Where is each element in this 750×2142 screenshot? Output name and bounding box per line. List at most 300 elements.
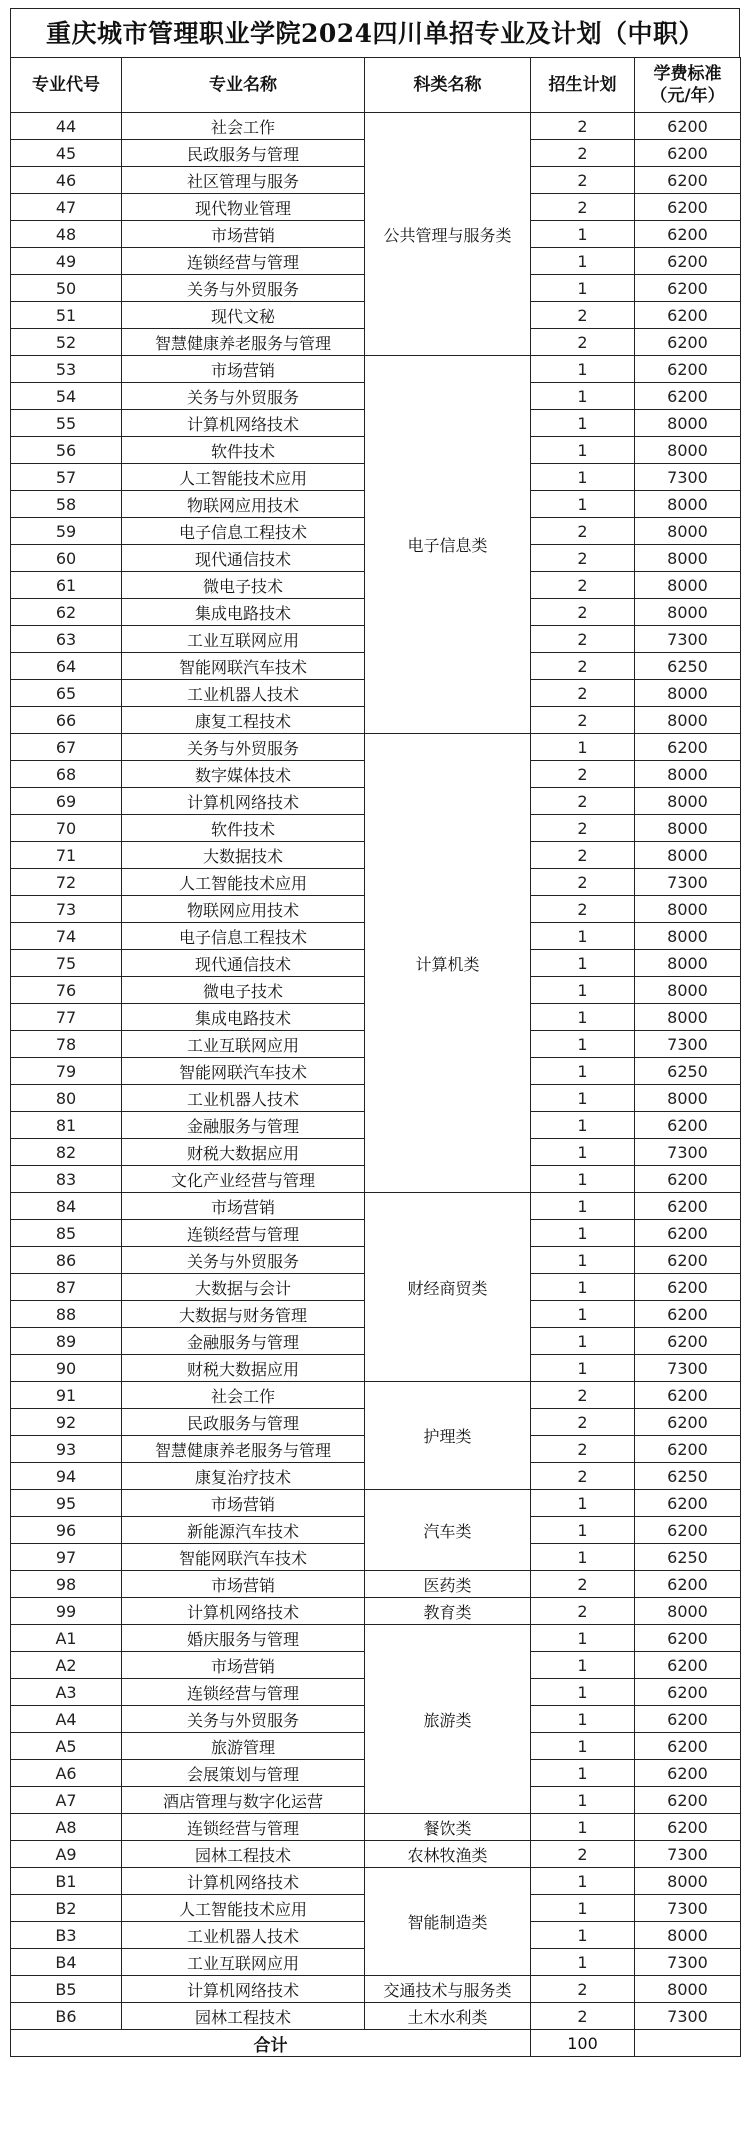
cell-plan: 1 [531,1247,635,1274]
cell-code: 83 [11,1166,122,1193]
cell-major: 电子信息工程技术 [122,923,365,950]
cell-fee: 6200 [635,1814,741,1841]
cell-major: 现代通信技术 [122,950,365,977]
cell-code: 58 [11,491,122,518]
cell-major: 市场营销 [122,356,365,383]
cell-major: 关务与外贸服务 [122,1247,365,1274]
cell-fee: 6200 [635,1301,741,1328]
cell-major: 现代通信技术 [122,545,365,572]
cell-major: 软件技术 [122,815,365,842]
cell-major: 大数据与会计 [122,1274,365,1301]
cell-major: 园林工程技术 [122,1841,365,1868]
cell-major: 婚庆服务与管理 [122,1625,365,1652]
header-plan: 招生计划 [531,58,635,113]
cell-major: 微电子技术 [122,572,365,599]
cell-plan: 1 [531,1328,635,1355]
cell-major: 人工智能技术应用 [122,869,365,896]
cell-code: 48 [11,221,122,248]
cell-plan: 2 [531,842,635,869]
cell-major: 智能网联汽车技术 [122,1058,365,1085]
cell-code: 45 [11,140,122,167]
cell-code: 49 [11,248,122,275]
cell-code: B6 [11,2003,122,2030]
cell-major: 智能网联汽车技术 [122,653,365,680]
cell-plan: 1 [531,923,635,950]
header-category: 科类名称 [365,58,531,113]
cell-plan: 1 [531,1085,635,1112]
cell-major: 大数据与财务管理 [122,1301,365,1328]
total-row [11,2030,741,2057]
cell-plan: 1 [531,1031,635,1058]
cell-major: 社会工作 [122,1382,365,1409]
cell-fee: 8000 [635,923,741,950]
cell-plan: 1 [531,1112,635,1139]
cell-plan: 2 [531,707,635,734]
cell-plan: 2 [531,761,635,788]
cell-major: 工业互联网应用 [122,1031,365,1058]
cell-major: 集成电路技术 [122,599,365,626]
cell-major: 市场营销 [122,221,365,248]
cell-category: 财经商贸类 [365,1193,531,1382]
cell-plan: 1 [531,950,635,977]
cell-fee: 6200 [635,221,741,248]
cell-code: 92 [11,1409,122,1436]
cell-category: 汽车类 [365,1490,531,1571]
cell-code: 53 [11,356,122,383]
cell-major: 园林工程技术 [122,2003,365,2030]
cell-code: 90 [11,1355,122,1382]
cell-plan: 1 [531,1706,635,1733]
cell-plan: 1 [531,1166,635,1193]
cell-major: 工业机器人技术 [122,1922,365,1949]
cell-code: 97 [11,1544,122,1571]
cell-major: 物联网应用技术 [122,491,365,518]
cell-plan: 1 [531,1355,635,1382]
cell-fee: 8000 [635,1004,741,1031]
cell-code: 99 [11,1598,122,1625]
cell-plan: 1 [531,977,635,1004]
total-value: 100 [531,2030,635,2057]
cell-fee: 7300 [635,1031,741,1058]
cell-plan: 2 [531,545,635,572]
cell-fee: 6200 [635,302,741,329]
cell-plan: 1 [531,1652,635,1679]
cell-major: 人工智能技术应用 [122,464,365,491]
cell-major: 会展策划与管理 [122,1760,365,1787]
cell-major: 工业机器人技术 [122,680,365,707]
cell-fee: 8000 [635,761,741,788]
cell-plan: 1 [531,491,635,518]
table-row [11,1193,741,1220]
cell-plan: 2 [531,167,635,194]
cell-fee: 6200 [635,1112,741,1139]
cell-fee: 6200 [635,194,741,221]
cell-major: 酒店管理与数字化运营 [122,1787,365,1814]
cell-code: 62 [11,599,122,626]
cell-major: 智慧健康养老服务与管理 [122,1436,365,1463]
cell-plan: 1 [531,275,635,302]
cell-plan: 1 [531,248,635,275]
cell-code: 81 [11,1112,122,1139]
cell-plan: 1 [531,437,635,464]
cell-plan: 1 [531,1949,635,1976]
cell-category: 土木水利类 [365,2003,531,2030]
cell-plan: 1 [531,1895,635,1922]
cell-major: 工业机器人技术 [122,1085,365,1112]
cell-code: 75 [11,950,122,977]
cell-fee: 8000 [635,680,741,707]
cell-fee: 8000 [635,1598,741,1625]
cell-code: 61 [11,572,122,599]
cell-plan: 2 [531,2003,635,2030]
cell-code: 52 [11,329,122,356]
cell-fee: 8000 [635,707,741,734]
cell-fee: 6200 [635,1625,741,1652]
cell-category: 交通技术与服务类 [365,1976,531,2003]
cell-plan: 1 [531,1139,635,1166]
cell-plan: 1 [531,383,635,410]
cell-category: 旅游类 [365,1625,531,1814]
cell-plan: 2 [531,1463,635,1490]
cell-major: 金融服务与管理 [122,1112,365,1139]
cell-fee: 6200 [635,1490,741,1517]
table-row [11,1868,741,1895]
cell-plan: 1 [531,1679,635,1706]
cell-fee: 7300 [635,626,741,653]
cell-code: 60 [11,545,122,572]
cell-fee: 7300 [635,464,741,491]
cell-code: B3 [11,1922,122,1949]
cell-plan: 2 [531,599,635,626]
cell-fee: 6200 [635,1193,741,1220]
header-major: 专业名称 [122,58,365,113]
cell-major: 社区管理与服务 [122,167,365,194]
cell-fee: 6200 [635,1274,741,1301]
cell-major: 财税大数据应用 [122,1139,365,1166]
cell-fee: 6200 [635,1220,741,1247]
cell-code: 84 [11,1193,122,1220]
table-row [11,356,741,383]
cell-code: 54 [11,383,122,410]
cell-code: B4 [11,1949,122,1976]
cell-code: 96 [11,1517,122,1544]
cell-major: 康复治疗技术 [122,1463,365,1490]
cell-fee: 6200 [635,383,741,410]
cell-code: 77 [11,1004,122,1031]
cell-fee: 6200 [635,1706,741,1733]
cell-major: 电子信息工程技术 [122,518,365,545]
cell-code: B1 [11,1868,122,1895]
cell-plan: 2 [531,815,635,842]
cell-plan: 1 [531,221,635,248]
cell-plan: 2 [531,626,635,653]
table-row [11,1625,741,1652]
cell-major: 集成电路技术 [122,1004,365,1031]
cell-code: 64 [11,653,122,680]
cell-fee: 8000 [635,491,741,518]
cell-fee: 6200 [635,248,741,275]
cell-plan: 2 [531,194,635,221]
cell-major: 关务与外贸服务 [122,383,365,410]
cell-plan: 2 [531,1382,635,1409]
cell-code: A9 [11,1841,122,1868]
cell-category: 餐饮类 [365,1814,531,1841]
cell-fee: 7300 [635,869,741,896]
cell-plan: 2 [531,329,635,356]
cell-code: 91 [11,1382,122,1409]
cell-code: 70 [11,815,122,842]
cell-code: 93 [11,1436,122,1463]
cell-code: B2 [11,1895,122,1922]
cell-code: 82 [11,1139,122,1166]
cell-plan: 2 [531,518,635,545]
cell-major: 关务与外贸服务 [122,734,365,761]
header-code: 专业代号 [11,58,122,113]
cell-major: 社会工作 [122,113,365,140]
cell-major: 连锁经营与管理 [122,1220,365,1247]
cell-code: 57 [11,464,122,491]
cell-fee: 6200 [635,167,741,194]
cell-major: 连锁经营与管理 [122,1814,365,1841]
cell-code: 47 [11,194,122,221]
cell-major: 微电子技术 [122,977,365,1004]
cell-code: 87 [11,1274,122,1301]
cell-code: A2 [11,1652,122,1679]
table-row [11,113,741,140]
cell-major: 金融服务与管理 [122,1328,365,1355]
cell-code: 94 [11,1463,122,1490]
cell-plan: 2 [531,1976,635,2003]
cell-fee: 6200 [635,113,741,140]
cell-fee: 6200 [635,1760,741,1787]
cell-fee: 6200 [635,356,741,383]
cell-major: 财税大数据应用 [122,1355,365,1382]
cell-plan: 2 [531,302,635,329]
table-row [11,1598,741,1625]
cell-fee: 6250 [635,1544,741,1571]
cell-plan: 2 [531,788,635,815]
cell-fee: 8000 [635,1868,741,1895]
cell-plan: 1 [531,1760,635,1787]
cell-fee: 8000 [635,896,741,923]
cell-code: 44 [11,113,122,140]
cell-plan: 1 [531,1625,635,1652]
table-header-row [11,58,741,113]
cell-major: 软件技术 [122,437,365,464]
cell-code: 74 [11,923,122,950]
cell-major: 市场营销 [122,1571,365,1598]
cell-category: 农林牧渔类 [365,1841,531,1868]
header-fee-line2: （元/年） [650,86,725,106]
cell-plan: 1 [531,1544,635,1571]
cell-code: 63 [11,626,122,653]
cell-code: 95 [11,1490,122,1517]
cell-fee: 7300 [635,1139,741,1166]
table-row [11,1490,741,1517]
cell-major: 现代物业管理 [122,194,365,221]
cell-fee: 6250 [635,1463,741,1490]
table-row [11,734,741,761]
cell-category: 电子信息类 [365,356,531,734]
cell-plan: 2 [531,1571,635,1598]
cell-major: 市场营销 [122,1652,365,1679]
cell-code: 68 [11,761,122,788]
cell-plan: 1 [531,1814,635,1841]
cell-code: B5 [11,1976,122,2003]
cell-code: 72 [11,869,122,896]
cell-fee: 7300 [635,1841,741,1868]
cell-fee: 6200 [635,1679,741,1706]
cell-major: 智慧健康养老服务与管理 [122,329,365,356]
cell-major: 连锁经营与管理 [122,1679,365,1706]
cell-plan: 1 [531,1922,635,1949]
cell-code: 67 [11,734,122,761]
cell-fee: 6200 [635,1409,741,1436]
cell-fee: 8000 [635,572,741,599]
cell-fee: 7300 [635,1949,741,1976]
cell-plan: 2 [531,113,635,140]
cell-major: 工业互联网应用 [122,1949,365,1976]
cell-plan: 2 [531,1598,635,1625]
cell-category: 计算机类 [365,734,531,1193]
header-fee-line1: 学费标准 [653,64,722,84]
cell-code: 66 [11,707,122,734]
cell-code: 78 [11,1031,122,1058]
cell-major: 连锁经营与管理 [122,248,365,275]
cell-code: A7 [11,1787,122,1814]
cell-plan: 1 [531,1193,635,1220]
cell-plan: 1 [531,356,635,383]
cell-code: 88 [11,1301,122,1328]
cell-plan: 1 [531,1733,635,1760]
cell-category: 智能制造类 [365,1868,531,1976]
cell-major: 计算机网络技术 [122,1598,365,1625]
cell-code: 85 [11,1220,122,1247]
cell-major: 关务与外贸服务 [122,275,365,302]
cell-code: A5 [11,1733,122,1760]
table-row [11,1382,741,1409]
cell-major: 计算机网络技术 [122,788,365,815]
cell-major: 旅游管理 [122,1733,365,1760]
cell-code: 73 [11,896,122,923]
cell-fee: 8000 [635,977,741,1004]
cell-major: 数字媒体技术 [122,761,365,788]
table-row [11,1571,741,1598]
cell-major: 新能源汽车技术 [122,1517,365,1544]
cell-code: 86 [11,1247,122,1274]
cell-fee: 6200 [635,734,741,761]
cell-fee: 6250 [635,653,741,680]
table-row [11,1814,741,1841]
cell-code: 71 [11,842,122,869]
total-label: 合计 [11,2030,531,2057]
cell-code: 80 [11,1085,122,1112]
cell-plan: 2 [531,140,635,167]
cell-major: 民政服务与管理 [122,1409,365,1436]
cell-plan: 1 [531,1787,635,1814]
cell-code: A4 [11,1706,122,1733]
cell-fee: 6200 [635,1517,741,1544]
cell-fee: 8000 [635,410,741,437]
enrollment-table [10,57,741,2057]
cell-category: 教育类 [365,1598,531,1625]
cell-fee: 7300 [635,1355,741,1382]
page-title: 重庆城市管理职业学院2024四川单招专业及计划（中职） [10,8,740,58]
cell-plan: 2 [531,653,635,680]
cell-plan: 2 [531,1436,635,1463]
cell-code: A1 [11,1625,122,1652]
cell-plan: 1 [531,1220,635,1247]
cell-plan: 1 [531,1517,635,1544]
cell-fee: 6200 [635,1733,741,1760]
cell-code: 50 [11,275,122,302]
cell-major: 计算机网络技术 [122,410,365,437]
cell-major: 工业互联网应用 [122,626,365,653]
cell-major: 现代文秘 [122,302,365,329]
cell-fee: 8000 [635,1976,741,2003]
cell-major: 计算机网络技术 [122,1976,365,2003]
cell-fee: 6200 [635,1382,741,1409]
cell-major: 物联网应用技术 [122,896,365,923]
cell-fee: 6200 [635,1166,741,1193]
cell-code: A6 [11,1760,122,1787]
cell-major: 关务与外贸服务 [122,1706,365,1733]
cell-fee: 6200 [635,1787,741,1814]
cell-plan: 2 [531,1409,635,1436]
cell-fee: 8000 [635,815,741,842]
cell-code: 51 [11,302,122,329]
cell-fee: 8000 [635,518,741,545]
cell-fee: 6250 [635,1058,741,1085]
cell-fee: 6200 [635,1436,741,1463]
cell-major: 大数据技术 [122,842,365,869]
cell-plan: 1 [531,734,635,761]
cell-fee: 6200 [635,275,741,302]
cell-fee: 8000 [635,788,741,815]
cell-fee: 7300 [635,1895,741,1922]
cell-major: 民政服务与管理 [122,140,365,167]
table-body [11,113,741,2030]
cell-plan: 2 [531,869,635,896]
cell-plan: 1 [531,1004,635,1031]
cell-major: 市场营销 [122,1193,365,1220]
cell-code: 65 [11,680,122,707]
table-row [11,2003,741,2030]
cell-fee: 8000 [635,599,741,626]
cell-plan: 2 [531,680,635,707]
cell-fee: 6200 [635,329,741,356]
cell-plan: 1 [531,1490,635,1517]
document-sheet [10,8,740,2138]
table-row [11,1976,741,2003]
cell-code: 56 [11,437,122,464]
cell-plan: 1 [531,1301,635,1328]
cell-category: 医药类 [365,1571,531,1598]
table-row [11,1841,741,1868]
cell-code: 69 [11,788,122,815]
cell-fee: 8000 [635,842,741,869]
cell-major: 康复工程技术 [122,707,365,734]
cell-fee: 8000 [635,437,741,464]
cell-code: 76 [11,977,122,1004]
cell-plan: 1 [531,1868,635,1895]
cell-code: A8 [11,1814,122,1841]
cell-code: 46 [11,167,122,194]
cell-major: 文化产业经营与管理 [122,1166,365,1193]
cell-code: 89 [11,1328,122,1355]
cell-fee: 6200 [635,1571,741,1598]
cell-code: 59 [11,518,122,545]
